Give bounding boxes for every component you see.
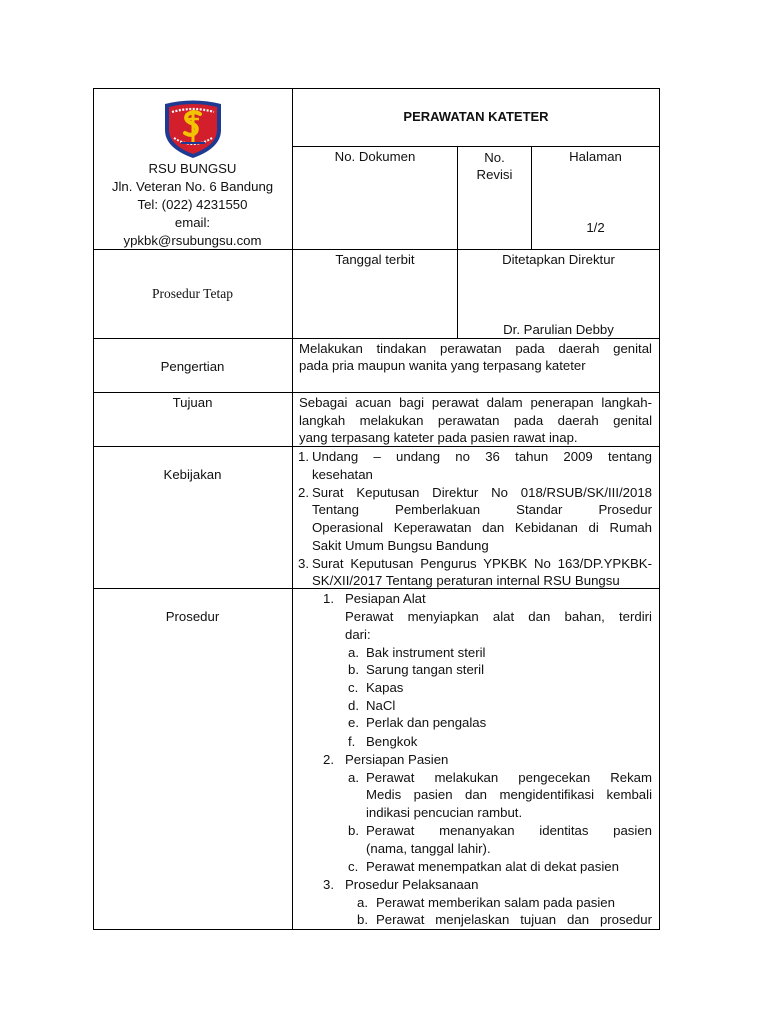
list-item-line: indikasi pencucian rambut. <box>366 805 523 820</box>
policy-line: Sakit Umum Bungsu Bandung <box>312 538 489 553</box>
grid-line <box>93 446 660 447</box>
list-item: Perawat memberikan salam pada pasien <box>376 895 615 910</box>
section-label-pengertian: Pengertian <box>160 359 225 374</box>
document-title: PERAWATAN KATETER <box>403 109 549 124</box>
item-letter: b. <box>348 662 359 677</box>
list-item: Sarung tangan steril <box>366 662 485 677</box>
list-item: Kapas <box>366 680 404 695</box>
revision-label-line2: Revisi <box>476 167 513 182</box>
step-intro-line: Perawat menyiapkan alat dan bahan, terdiri <box>345 609 652 624</box>
page-value: 1/2 <box>586 220 605 235</box>
item-letter: c. <box>348 680 359 695</box>
step-title: Prosedur Pelaksanaan <box>345 877 479 892</box>
list-item-line: Perawat menanyakan identitas pasien <box>366 823 652 838</box>
approved-by-label: Ditetapkan Direktur <box>502 252 615 267</box>
tujuan-line: yang terpasang kateter pada pasien rawat inap. <box>299 430 578 445</box>
policy-line: kesehatan <box>312 467 373 482</box>
page-label: Halaman <box>569 149 622 164</box>
step-number: 1. <box>323 591 334 606</box>
item-letter: c. <box>348 859 359 874</box>
grid-line <box>93 929 660 930</box>
item-letter: a. <box>357 895 368 910</box>
issue-date-label: Tanggal terbit <box>335 252 415 267</box>
item-letter: d. <box>348 698 359 713</box>
grid-line <box>292 88 293 930</box>
item-letter: e. <box>348 715 359 730</box>
policy-number: 3. <box>298 556 309 571</box>
grid-line <box>93 338 660 339</box>
hospital-name: RSU BUNGSU <box>148 161 237 176</box>
grid-line <box>93 249 660 250</box>
step-title: Persiapan Pasien <box>345 752 449 767</box>
procedure-type: Prosedur Tetap <box>152 286 233 301</box>
step-title: Pesiapan Alat <box>345 591 426 606</box>
policy-line: Undang – undang no 36 tahun 2009 tentang <box>312 449 652 464</box>
list-item: Perlak dan pengalas <box>366 715 487 730</box>
item-letter: b. <box>357 912 368 927</box>
item-letter: f. <box>348 734 356 749</box>
hospital-logo <box>160 98 226 160</box>
section-label-kebijakan: Kebijakan <box>163 467 222 482</box>
doc-number-label: No. Dokumen <box>334 149 416 164</box>
list-item: Perawat menjelaskan tujuan dan prosedur <box>376 912 652 927</box>
hospital-address: Jln. Veteran No. 6 Bandung <box>111 179 274 194</box>
pengertian-line: pada pria maupun wanita yang terpasang kateter <box>299 358 586 373</box>
list-item-line: Perawat melakukan pengecekan Rekam <box>366 770 652 785</box>
item-letter: a. <box>348 770 359 785</box>
item-letter: b. <box>348 823 359 838</box>
list-item: NaCl <box>366 698 396 713</box>
step-number: 2. <box>323 752 334 767</box>
step-intro-line: dari: <box>345 627 371 642</box>
shield-logo-icon <box>160 98 226 160</box>
policy-number: 1. <box>298 449 309 464</box>
hospital-email: ypkbk@rsubungsu.com <box>123 233 262 248</box>
grid-line <box>292 146 660 147</box>
list-item-line: Perawat menempatkan alat di dekat pasien <box>366 859 619 874</box>
grid-line <box>93 392 660 393</box>
policy-line: Surat Keputusan Pengurus YPKBK No 163/DP.YPKBK- <box>312 556 652 571</box>
director-name: Dr. Parulian Debby <box>503 322 614 337</box>
item-letter: a. <box>348 645 359 660</box>
tujuan-line: langkah melakukan perawatan pada daerah genital <box>299 413 652 428</box>
list-item-line: (nama, tanggal lahir). <box>366 841 491 856</box>
hospital-email-label: email: <box>174 215 211 230</box>
revision-label-line1: No. <box>484 150 505 165</box>
list-item: Bak instrument steril <box>366 645 486 660</box>
hospital-phone: Tel: (022) 4231550 <box>137 197 248 212</box>
policy-line: SK/XII/2017 Tentang peraturan internal RSU Bungsu <box>312 573 620 588</box>
tujuan-line: Sebagai acuan bagi perawat dalam penerapan langkah- <box>299 395 652 410</box>
list-item-line: Medis pasien dan mengidentifikasi kembali <box>366 787 652 802</box>
grid-line <box>93 88 660 89</box>
list-item: Bengkok <box>366 734 418 749</box>
section-label-tujuan: Tujuan <box>172 395 213 410</box>
grid-line <box>659 88 660 930</box>
policy-line: Tentang Pemberlakuan Standar Prosedur <box>312 502 652 517</box>
policy-line: Surat Keputusan Direktur No 018/RSUB/SK/III/2018 <box>312 485 652 500</box>
pengertian-line: Melakukan tindakan perawatan pada daerah genital <box>299 341 652 356</box>
step-number: 3. <box>323 877 334 892</box>
policy-line: Operasional Keperawatan dan Kebidanan di Rumah <box>312 520 652 535</box>
section-label-prosedur: Prosedur <box>165 609 220 624</box>
policy-number: 2. <box>298 485 309 500</box>
